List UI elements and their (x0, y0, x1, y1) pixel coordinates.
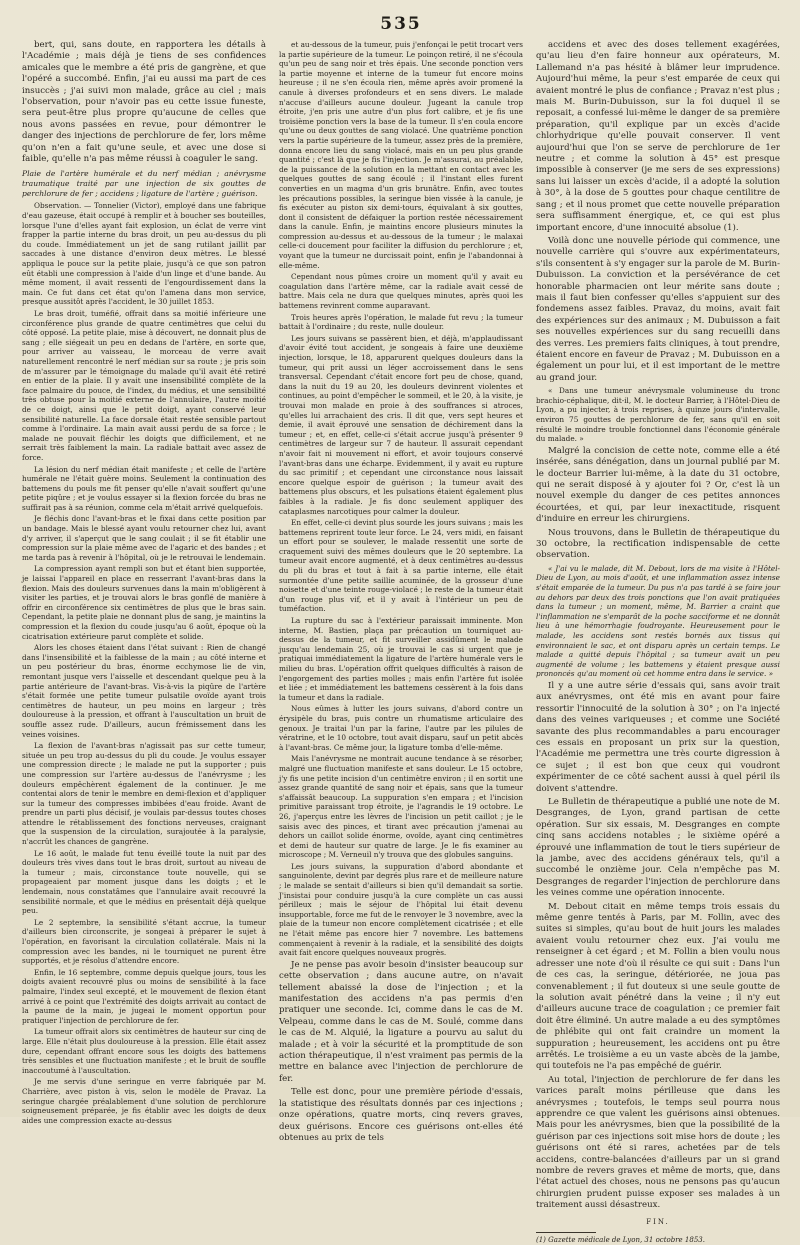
paragraph: Trois heures après l'opération, le malade fut revu ; la tumeur battait à l'ordinaire ; du reste, nulle douleur. (279, 312, 523, 332)
paragraph: accidens et avec des doses tellement exagérées, qu'au lieu d'en faire honneur aux opérateurs, M. Lallemand n'a pas hésité à blâmer leur imprudence. Aujourd'hui même, la peur s'est emparée de ceux qui avaient montré le plus de confiance ; Pravaz n'est plus ; mais M. Burin-Dubuisson, sur la foi duquel il se reposait, a confessé lui-même le danger de sa première préparation, qu'il explique par un excès d'acide chlorhydrique qu'elle pouvait conserver. Il vent aujourd'hui que l'on se serve de perchlorure de 1er neutre ; et comme la solution à 45° est presque impossible à conserver (je me sers de ses expressions) sans lui laisser un excès d'acide, il a adopté la solution à 30°, à la dose de 5 gouttes pour chaque centilitre de sang ; et il nous promet que cette nouvelle préparation sera suffisamment énergique, et, ce qui est plus important encore, d'une innocuité absolue (1). (536, 40, 780, 233)
footnote: (1) Gazette médicale de Lyon, 31 octobre 1853. (536, 1235, 705, 1244)
paragraph: Alors les choses étaient dans l'état suivant : Rien de changé dans l'insensibilité et la faiblesse de la main ; au côté interne et un peu postérieur du bras, énorme ecchymose lie de vin, remontant jusque vers l'aisselle et descendant quelque peu à la partie antérieure de l'avant-bras. Vis-à-vis la piqûre de l'artère s'était formée une petite tumeur pulsatile ovoïde ayant trois centimètres de hauteur, un peu moins en largeur ; très douloureuse à la pression, et offrant à l'auscultation un bruit de souffle assez rude. D'ailleurs, aucun frémissement dans les veines voisines. (22, 643, 266, 739)
case-heading: Plaie de l'artère humérale et du nerf médian ; anévrysme traumatique traité par une injection de six gouttes de perchlorure de fer ; accidens ; ligature de l'artère ; guérison. (22, 169, 266, 199)
paragraph: Au total, l'injection de perchlorure de fer dans les varices paraît moins périlleuse que dans les anévrysmes ; toutefois, le temps seul pourra nous apprendre ce que valent les guérisons ainsi obtenues. Mais pour les anévrysmes, bien que la possibilité de la guérison par ces injections soit mise hors de doute ; les guérisons ont été si rares, achetées par de tels accidens, contre-balancées d'ailleurs par un si grand nombre de revers graves et même de morts, que, dans l'état actuel des choses, nous ne pensons pas qu'aucun chirurgien prudent puisse exposer ses malades à un traitement aussi désastreux. (536, 1074, 780, 1211)
paragraph: Les jours suivans se passèrent bien, et déjà, m'applaudissant d'avoir évité tout accident, je songeais à faire une deuxième injection, lorsque, le 18, apparurent quelques douleurs dans la tumeur, qui prit aussi un léger accroissement dans le sens transversal. Cependant c'était encore fort peu de chose, quand, dans la nuit du 19 au 20, les douleurs devinrent violentes et continues, au point d'empêcher le sommeil, et le 20, à la visite, je trouvai mon malade en proie à des souffrances si atroces, qu'elles lui arrachaient des cris. Il dit que, vers sept heures et demie, il avait éprouvé une sensation de déchirement dans la tumeur ; et, en effet, celle-ci s'était accrue jusqu'à présenter 9 centimètres de largeur sur 7 de hauteur. Il assurait cependant n'avoir fait ni mouvement ni effort, et avoir toujours conservé l'avant-bras dans une écharpe. Evidemment, il y avait eu rupture du sac primitif ; et cependant une circonstance nous laissait encore quelque espoir de guérison ; la tumeur avait des battemens plus obscurs, et les pulsations étaient également plus faibles à la radiale. Je fis donc seulement appliquer des cataplasmes narcotiques pour calmer la douleur. (279, 333, 523, 516)
paragraph: En effet, celle-ci devint plus sourde les jours suivans ; mais les battemens reprirent toute leur force. Le 24, vers midi, en faisant un effort pour se soulever, le malade ressentit une sorte de craquement suivi des mêmes douleurs que le 20 septembre. La tumeur avait encore augmenté, et à deux centimètres au-dessus du pli du bras et tout à fait à sa partie interne, elle était surmontée d'une petite saillie acuminée, de la grosseur d'une noisette et d'une teinte rouge-violacé ; le reste de la tumeur était d'un rouge plus vif, et il y avait à l'intérieur un peu de tuméfaction. (279, 518, 523, 614)
paragraph: bert, qui, sans doute, en rapportera les détails à l'Académie ; mais déjà je tiens de ses confidences amicales que le membre a été pris de gangrène, et que l'opéré a succombé. Enfin, j'ai eu aussi ma part de ces insuccès ; j'ai suivi mon malade, grâce au ciel ; mais l'observation, pour n'avoir pas eu cette issue funeste, sera peut-être plus propre qu'aucune de celles que nous avons passées en revue, pour démontrer le danger des injections de perchlorure de fer, lors même qu'on n'en a fait qu'une seule, et avec une dose si faible, qu'elle n'a pas même réussi à coaguler le sang. (22, 40, 266, 165)
paragraph: Je fléchis donc l'avant-bras et le fixai dans cette position par un bandage. Mais le blessé ayant voulu retourner chez lui, avant d'y arriver, il s'aperçut que le sang coulait ; il se fit établir une compression sur la plaie même avec de l'agaric et des bandes ; et me tarda pas à revenir à l'hôpital, où je le retrouvai le lendemain. (22, 514, 266, 562)
observation-body (22, 201, 266, 1125)
paragraph: Le Bulletin de thérapeutique a publié une note de M. Desgranges, de Lyon, grand partisan de cette opération. Sur six essais, M. Desgranges en compte cinq sans accidens notables ; le sixième opéré a éprouvé une inflammation de tout le tiers supérieur de la jambe, avec des accidens généraux tels, qu'il a succombé le onzième jour. Cela n'empêche pas M. Desgranges de regarder l'injection de perchlorure dans les veines comme une opération innocente. (536, 797, 780, 899)
paragraph: Mais l'anévrysme ne montrait aucune tendance à se résorber, malgré une fluctuation manifeste et sans douleur. Le 15 octobre, j'y fis une petite incision d'un centimètre environ ; il en sortit une assez grande quantité de sang noir et épais, sans que la tumeur s'affaissât beaucoup. La suppuration s'en empara ; et l'incision primitive paraissant trop étroite, je l'agrandis le 19 octobre. Le 26, j'aperçus entre les lèvres de l'incision un petit caillot ; je le saisis avec des pinces, et tirant avec précaution j'amenai au dehors un caillot solide énorme, ovoïde, ayant cinq centimètres et demi de hauteur sur quatre de large. Je le fis examiner au microscope ; M. Verneuil n'y trouva que des globules sanguins. (279, 754, 523, 860)
paragraph: Le bras droit, tuméfié, offrait dans sa moitié inférieure une circonférence plus grande de quatre centimètres que celui du côté opposé. La petite plaie, mise à découvert, ne donnait plus de sang ; elle siégeait un peu en dedans de l'artère, en sorte que, pour arriver au vaisseau, le morceau de verre avait naturellement rencontré le nerf médian sur sa route ; je pris soin de m'assurer par le témoignage du malade qu'il avait été retiré en entier de la plaie. Il y avait une insensibilité complète de la face palmaire du pouce, de l'index, du médius, et une sensibilité très obtuse pour la moitié externe de l'annulaire, l'autre moitié de ce doigt, ainsi que le petit doigt, ayant conservé leur sensibilité naturelle. La face dorsale était restée sensible partout comme à l'ordinaire. La main avait aussi perdu de sa force ; le malade ne pouvait fléchir les doigts que difficilement, et ne serrait très faiblement la main. La radiale battait avec assez de force. (22, 309, 266, 462)
paragraph: Cependant nous pûmes croire un moment qu'il y avait eu coagulation dans l'artère même, car la radiale avait cessé de battre. Mais cela ne dura que quelques minutes, après quoi les battemens revinrent comme auparavant. (279, 272, 523, 311)
column-1 (22, 40, 266, 1125)
paragraph: Malgré la concision de cette note, comme elle a été insérée, sans dénégation, dans un journal publié par M. le docteur Barrier lui-même, à la date du 31 octobre, qui ne serait disposé à y ajouter foi ? Or, c'est là un nouvel exemple du danger de ces petites annonces écourtées, et qui, par leur inexactitude, risquent d'induire en erreur les chirurgiens. (536, 445, 780, 525)
paragraph: Je ne pense pas avoir besoin d'insister beaucoup sur cette observation ; dans aucune autre, on n'avait tellement abaissé la dose de l'injection ; et la manifestation des accidens n'a pas permis d'en pratiquer une seconde. Ici, comme dans le cas de M. Velpeau, comme dans le cas de M. Soulé, comme dans le cas de M. Alquié, la ligature a pourvu au salut du malade ; et à voir la sécurité et la promptitude de son action thérapeutique, il n'est vraiment pas permis de la mettre en balance avec l'injection de perchlorure de fer. (279, 959, 523, 1084)
paragraph: Observation. — Tonnelier (Victor), employé dans une fabrique d'eau gazeuse, était occupé à remplir et à boucher ses bouteilles, lorsque l'une d'elles ayant fait explosion, un éclat de verre vint frapper la partie interne du bras droit, un peu au-dessus du pli du coude. Immédiatement un jet de sang rutilant jaillit par saccades à une distance d'environ deux mètres. Le blessé appliqua le pouce sur la petite plaie, jusqu'à ce que son patron eût établi une compression à l'aide d'un linge et d'une bande. Au même moment, il avait ressenti de l'engourdissement dans la main. Ce fut dans cet état qu'on l'amena dans mon service, presque aussitôt après l'accident, le 30 juillet 1853. (22, 201, 266, 307)
paragraph: Voilà donc une nouvelle période qui commence, une nouvelle carrière qui s'ouvre aux expérimentateurs, s'ils consentent à s'y engager sur la parole de M. Burin-Dubuisson. La conviction et la persévérance de cet honorable pharmacien ont leur mérite sans doute ; mais il faut bien confesser qu'elles s'appuient sur des fondemens assez faibles. Pravaz, du moins, avait fait des expériences sur des animaux ; M. Dubuisson a fait ses nouvelles expériences sur du sang recueilli dans des verres. Les premiers faits cliniques, à tout prendre, étaient encore en faveur de Pravaz ; M. Dubuisson en a également un pour lui, et il est important de le mettre au grand jour. (536, 235, 780, 383)
page-number: 535 (380, 14, 422, 34)
paragraph: La rupture du sac à l'extérieur paraissait imminente. Mon interne, M. Bastien, plaça par précaution un tourniquet au-dessus de la tumeur, et fit surveiller assidûment le malade jusqu'au lendemain 25, où je trouvai le cas si urgent que je pratiquai immédiatement la ligature de l'artère humérale vers le milieu du bras. L'opération offrit quelques difficultés à raison de l'engorgement des parties molles ; mais enfin l'artère fut isolée et liée ; et immédiatement les battemens cessèrent à la fois dans la tumeur et dans la radiale. (279, 616, 523, 702)
paragraph: La compression ayant rempli son but et étant bien supportée, je laissai l'appareil en place en resserrant l'avant-bras dans la flexion. Mais des douleurs survenues dans la main m'obligèrent à visiter les parties, et je trouvai alors le bras gonflé de manière à offrir en circonférence six centimètres de plus que le bras sain. Cependant, la petite plaie ne donnant plus de sang, je maintins la compression et la flexion du coude jusqu'au 6 août, époque où la cicatrisation extérieure parut complète et solide. (22, 564, 266, 641)
paragraph: Il y a une autre série d'essais qui, sans avoir trait aux anévrysmes, ont été mis en avant pour faire ressortir l'innocuité de la solution à 30° ; on l'a injecté dans des veines variqueuses ; et comme une Société savante des plus recommandables a paru encourager ces essais en proposant un prix sur la question, l'Académie me permettra une très courte digression à ce sujet ; il est bon que ceux qui voudront expérimenter de ce côté sachent aussi à quel péril ils doivent s'attendre. (536, 680, 780, 794)
paragraph: Telle est donc, pour une première période d'essais, la statistique des résultats donnés par ces injections ; onze opérations, quatre morts, cinq revers graves, deux guérisons. Encore ces guérisons ont-elles été obtenues au prix de tels (279, 1087, 523, 1143)
paragraph: La flexion de l'avant-bras n'agissait pas sur cette tumeur, située un peu trop au-dessus du pli du coude. Je voulus essayer une compression directe ; le malade ne put la supporter ; puis une compression sur l'artère au-dessus de l'anévrysme ; les douleurs empêchèrent également de la continuer. Je me contentai alors de tenir le membre en demi-flexion et d'appliquer sur la tumeur des compresses imbibées d'eau froide. Avant de prendre un parti plus décisif, je voulais par-dessus toutes choses attendre le rétablissement des fonctions nerveuses, craignant que la suspension de la circulation, surajoutée à la paralysie, n'accrût les chances de gangrène. (22, 741, 266, 847)
paragraph: La lésion du nerf médian était manifeste ; et celle de l'artère humérale ne l'était guère moins. Seulement la continuation des battemens du pouls me fit penser qu'elle n'avait souffert qu'une petite piqûre ; et je voulus essayer si la flexion forcée du bras ne suffirait pas à sa réunion, comme cela m'était arrivé quelquefois. (22, 464, 266, 512)
footnote-divider (536, 1232, 596, 1233)
quotation: « Dans une tumeur anévrysmale volumineuse du tronc brachio-céphalique, dit-il, M. le docteur Barrier, à l'Hôtel-Dieu de Lyon, a pu injecter, à trois reprises, à quinze jours d'intervalle, environ 75 gouttes de perchlorure de fer, sans qu'il en soit résulté le moindre trouble fonctionnel dans l'économie générale du malade. » (536, 386, 780, 444)
paragraph: Nous trouvons, dans le Bulletin de thérapeutique du 30 octobre, la rectification indispensable de cette observation. (536, 527, 780, 561)
paragraph: Les jours suivans, la suppuration d'abord abondante et sanguinolente, devint par degrés plus rare et de meilleure nature ; le malade se sentait d'ailleurs si bien qu'il demandait sa sortie. J'insistai pour conduire jusqu'à la cure complète un cas aussi périlleux ; mais le séjour de l'hôpital lui était devenu insupportable, force me fut de le renvoyer le 3 novembre, avec la plaie de la tumeur non encore complètement cicatrisée ; et elle ne l'était même pas encore hier 7 novembre. Les battemens commençaient à revenir à la radiale, et la sensibilité des doigts avait fait encore quelques nouveaux progrès. (279, 861, 523, 958)
text-columns (22, 40, 780, 1244)
paragraph: Le 16 août, le malade fut tenu éveillé toute la nuit par des douleurs très vives dans tout le bras droit, surtout au niveau de la tumeur ; mais, circonstance toute nouvelle, qui se propageaient par moment jusque dans les doigts ; et le lendemain, nous constatâmes que l'annulaire avait recouvré la sensibilité normale, et que le médius en présentait déjà quelque peu. (22, 848, 266, 916)
quotation: « J'ai vu le malade, dit M. Debout, lors de ma visite à l'Hôtel-Dieu de Lyon, au mois d'août, et une inflammation assez intense s'était emparée de la tumeur. Du pus n'a pas tardé à se faire jour au dehors par deux des trois ponctions que l'on avait pratiquées dans la tumeur ; un moment, même, M. Barrier a craint que l'inflammation ne s'emparât de la poche sacciforme et ne donnât lieu à une hémorrhagie foudroyante. Heureusement pour le malade, les accidens sont restés bornés aux tissus qui environnaient le sac, et ont disparu après un certain temps. Le malade a quitté depuis l'hôpital ; sa tumeur avait un peu augmenté de volume ; les battemens y étaient presque aussi prononcés qu'au moment où cet homme entra dans le service. » (536, 563, 780, 679)
paragraph: et au-dessous de la tumeur, puis j'enfonçai le petit trocart vers la partie supérieure de la tumeur. Le poinçon retiré, il ne s'écoula qu'un peu de sang noir et très épais. Une seconde ponction vers la partie moyenne et interne de la tumeur fut encore moins heureuse ; il ne s'en écoula rien, même après avoir promené la canule à diverses profondeurs et en sens divers. Le malade n'accuse d'ailleurs aucune douleur. Jugeant la canule trop étroite, j'en pris une autre d'un plus fort calibre, et je fis une troisième ponction vers la base de la tumeur. Il s'en coula encore qu'une ou deux gouttes de sang violacé. Une quatrième ponction vers la partie supérieure de la tumeur, assez près de la première, donna encore lieu du sang violacé, mais en un peu plus grande quantité ; c'est là que je fis l'injection. Je m'assurai, au préalable, de la puissance de la solution en la mettant en contact avec les quelques gouttes de sang écoulé ; il l'instant elles furent converties en un magma d'un gris brunâtre. Enfin, avec toutes les précautions possibles, la seringue bien vissée à la canule, je fis exécuter au piston six demi-tours, équivalant à six gouttes, dont il consistent de défaiquer la portion restée nécessairement dans la canule. Enfin, je maintins encore plusieurs minutes la compression au-dessus et au-dessous de la tumeur ; le malaxai celle-ci doucement pour faciliter la diffusion du perchlorure ; et, voyant que la tumeur ne durcissait point, enfin je l'abandonnai à elle-même. (279, 40, 524, 270)
column-3 (536, 40, 780, 1244)
paragraph: Nous eûmes à lutter les jours suivans, d'abord contre un érysipèle du bras, puis contre un rhumatisme articulaire des genoux. Je traitai l'un par la farine, l'autre par les pilules de vératrine, et le 10 octobre, tout avait disparu, sauf un petit abcès à l'avant-bras. Ce même jour, la ligature tomba d'elle-même. (279, 704, 523, 752)
paragraph: Je me servis d'une seringue en verre fabriquée par M. Charrière, avec piston à vis, selon le modèle de Pravaz. La seringue chargée préalablement d'une solution de perchlorure soigneusement préparée, je fis établir avec les doigts de deux aides une compression exacte au-dessus (22, 1077, 266, 1125)
column-2 (279, 40, 524, 1143)
paragraph: La tumeur offrait alors six centimètres de hauteur sur cinq de large. Elle n'était plus douloureuse à la pression. Elle était assez dure, cependant offrant encore sous les doigts des battemens très sensibles et une fluctuation manifeste ; et le bruit de souffle inaccoutumé à l'auscultation. (22, 1027, 266, 1075)
paragraph: Le 2 septembre, la sensibilité s'étant accrue, la tumeur d'ailleurs bien circonscrite, je songeai à préparer le sujet à l'opération, en favorisant la circulation collatérale. Mais ni la compression avec les bandes, ni le tourniquet ne purent être supportés, et je résolus d'attendre encore. (22, 917, 266, 966)
paragraph: Enfin, le 16 septembre, comme depuis quelque jours, tous les doigts avaient recouvré plus ou moins de sensibilité à la face palmaire, l'index seul excepté, et le mouvement de flexion étant arrivé à ce point que l'extrémité des doigts arrivait au contact de la paume de la main, je jugeai le moment opportun pour pratiquer l'injection de perchlorure de fer. (22, 967, 266, 1025)
paragraph: M. Debout citait en même temps trois essais du même genre tentés à Paris, par M. Follin, avec des suites si simples, qu'au bout de huit jours les malades avaient voulu retourner chez eux. J'ai voulu me renseigner à cet égard ; et M. Follin a bien voulu nous adresser une note d'où il résulte ce qui suit : Dans l'un de ces cas, la seringue, détériorée, ne joua pas convenablement ; il fut douteux si une seule goutte de la solution avait pénétré dans la veine ; il n'y eut d'ailleurs aucune trace de coagulation ; ce premier fait doit être éliminé. Un autre malade a eu des symptômes de phlébite qui ont fait craindre un moment la suppuration ; heureusement, les accidens ont pu être arrêtés. Le troisième a eu un vaste abcès de la jambe, qui toutefois ne l'a pas empêché de guérir. (536, 901, 780, 1072)
end-marker: FIN. (646, 1217, 670, 1226)
